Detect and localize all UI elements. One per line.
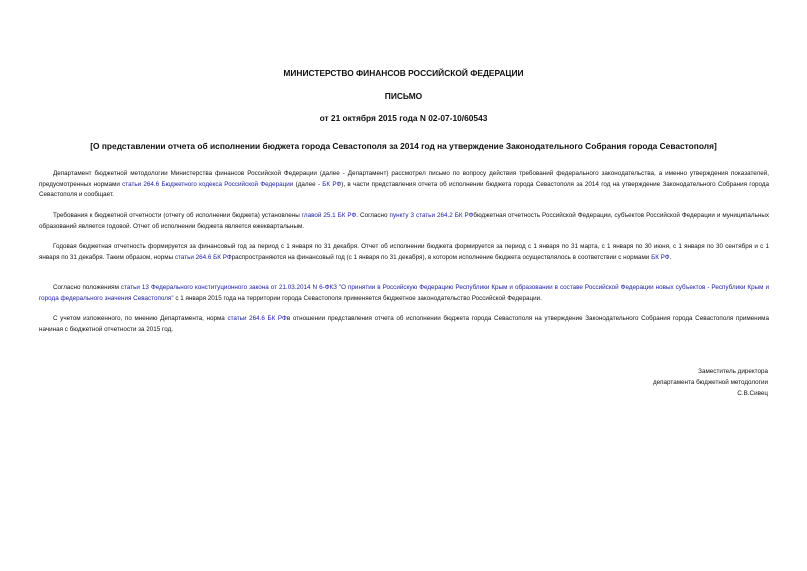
paragraph-text: (далее -: [293, 180, 323, 188]
letter-body-2: [39, 211, 769, 232]
paragraph-3: [39, 242, 769, 263]
signer-department: департамента бюджетной методологии: [652, 379, 768, 386]
paragraph-text: с 1 января 2015 года на территории города Севастополя применяется бюджетное законодательство Российской Федерации.: [173, 294, 542, 302]
paragraph-2: [39, 211, 769, 232]
doc-subject: [О представлении отчета об исполнении бюджета города Севастополя за 2014 год на утверждение Законодательного Собрания города Севастополя]: [90, 141, 717, 151]
paragraph-text: бюджетная отчетность Российской Федерации, субъектов Российской Федерации и муниципальных образований является годовой. Отчет об исполнении бюджета является ежеквартальным.: [39, 212, 770, 230]
letter-body-5: [39, 314, 769, 335]
paragraph-text: Требования к бюджетной отчетности (отчету об исполнении бюджета) установлены: [53, 212, 302, 219]
letter-body-4: [39, 283, 769, 304]
ministry-title: МИНИСТЕРСТВО ФИНАНСОВ РОССИЙСКОЙ ФЕДЕРАЦИИ: [283, 68, 524, 78]
paragraph-text: в отношении представления отчета об исполнении бюджета города Севастополя на утверждение Законодательного Собрания города Севастополя применима начиная с бюджетной отчетности за 2015 год.: [39, 315, 770, 333]
signature-block: [653, 366, 768, 399]
letter-body-3: [39, 242, 769, 263]
paragraph-4: [39, 283, 769, 304]
link-article-264-6-bk[interactable]: статьи 264.6 БК РФ: [174, 253, 232, 261]
signer-name: С.В.Сивец: [737, 390, 768, 397]
link-article-264-6-bk[interactable]: статьи 264.6 Бюджетного кодекса Российской Федерации: [122, 180, 294, 188]
paragraph-text: Согласно положениям: [53, 284, 121, 291]
link-clause-3-article-264-2-bk[interactable]: пункту 3 статьи 264.2 БК РФ: [389, 212, 474, 219]
paragraph-5: [39, 314, 769, 335]
paragraph-text: распространяются на финансовый год (с 1 января по 31 декабря), в котором исполнение бюджета осуществлялось в соответствии с нормами: [231, 253, 652, 261]
paragraph-text: ), в части представления отчета об исполнении бюджета города Севастополя за 2014 год на утверждение Законодательного Собрания города Севастополя и сообщает.: [39, 180, 770, 199]
letter-body: [39, 169, 769, 201]
doc-type-title: ПИСЬМО: [384, 91, 423, 101]
paragraph-text: .: [669, 253, 672, 261]
signer-position: Заместитель директора: [698, 368, 768, 375]
link-bk-rf[interactable]: БК РФ: [651, 253, 670, 261]
doc-date-number: от 21 октября 2015 года N 02-07-10/60543: [319, 113, 488, 123]
paragraph-text: С учетом изложенного, по мнению Департамента, норма: [53, 315, 228, 322]
paragraph-text: Годовая бюджетная отчетность формируется за финансовый год за период с 1 января по 31 декабря. Отчет об исполнении бюджета формируется за период с 1 января по 31 марта, с 1 января по 30 июня, с 1 января по 30 сентября и с 1 января по 31 декабря. Таким образом, нормы: [39, 243, 769, 261]
paragraph-1: [39, 169, 769, 201]
link-article-264-6-bk[interactable]: статьи 264.6 БК РФ: [227, 315, 287, 322]
link-bk-rf[interactable]: БК РФ: [322, 180, 342, 188]
paragraph-text: Департамент бюджетной методологии Министерства финансов Российской Федерации (далее - Департамент) рассмотрел письмо по вопросу действия требований федерального законодательства, а именно утверждения показателей, предусмотренных нормами: [39, 170, 769, 188]
paragraph-text: . Согласно: [356, 212, 390, 219]
link-chapter-25-1-bk[interactable]: главой 25.1 БК РФ: [301, 212, 357, 219]
link-article-13-fkz-6[interactable]: статьи 13 Федерального конституционного закона от 21.03.2014 N 6-ФКЗ "О принятии в Российскую Федерацию Республики Крым и образовании в составе Российской Федерации новых субъектов - Республики Крым и города федерального значения Севастополя": [39, 284, 769, 302]
